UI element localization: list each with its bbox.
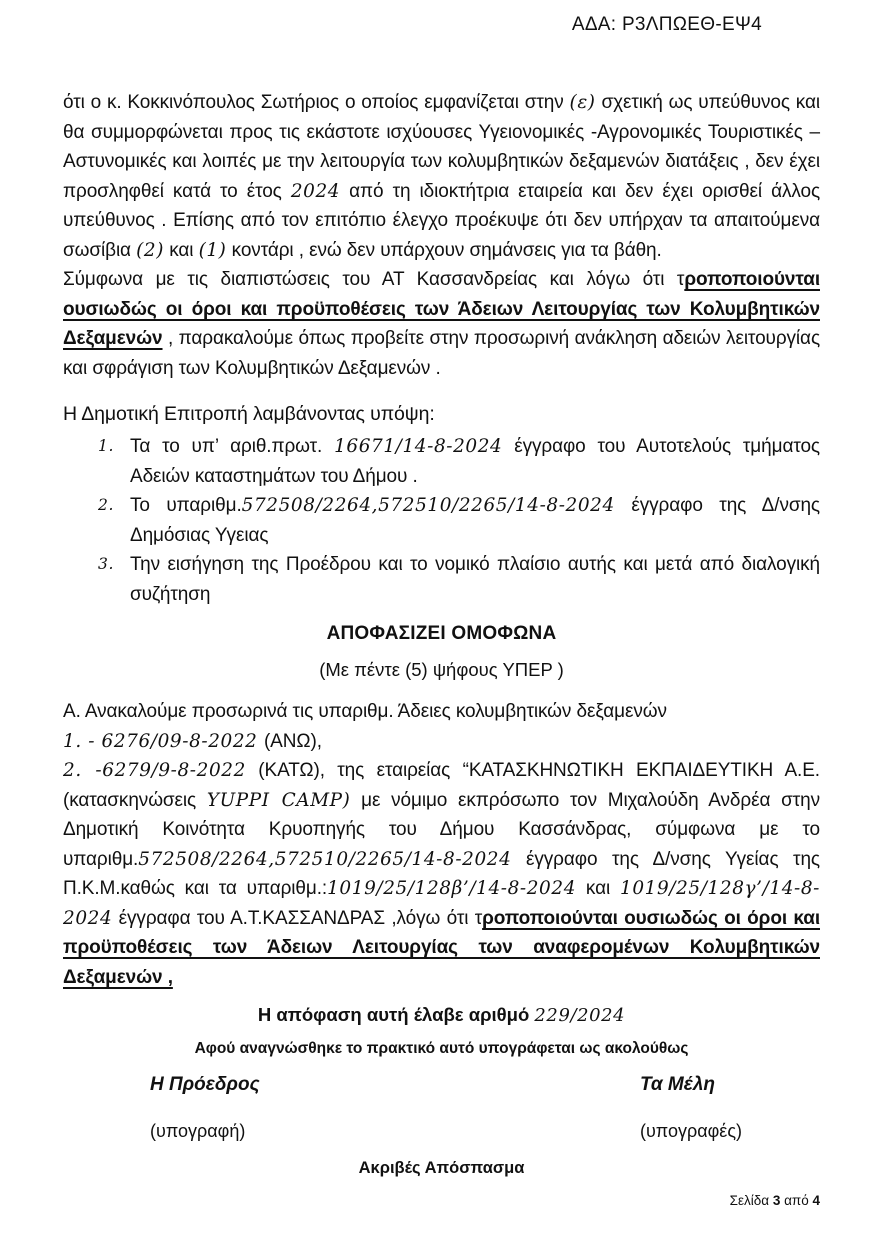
members-signature: (υπογραφές) bbox=[639, 1121, 742, 1141]
paragraph-findings bbox=[63, 88, 820, 265]
text-run: Το υπαριθμ. bbox=[130, 495, 242, 516]
president-title: Η Πρόεδρος bbox=[150, 1074, 260, 1095]
text-run: και bbox=[576, 878, 621, 899]
text-run: Τα το υπ’ αριθ.πρωτ. bbox=[130, 436, 335, 457]
members-signature-block bbox=[640, 1074, 742, 1142]
votes-line: (Με πέντε (5) ψήφους ΥΠΕΡ ) bbox=[319, 659, 564, 680]
text-run: 3 bbox=[772, 1193, 781, 1208]
page-number bbox=[730, 1193, 820, 1208]
decision-number-line bbox=[63, 1004, 820, 1026]
text-run: Σελίδα bbox=[729, 1193, 773, 1208]
list-item-text bbox=[130, 432, 820, 491]
revoke-intro: Α. Ανακαλούμε προσωρινά τις υπαριθμ. Άδειες κολυμβητικών δεξαμενών bbox=[63, 701, 667, 722]
list-item bbox=[63, 432, 820, 491]
text-run: 1. - 6276/09-8-2022 bbox=[63, 730, 264, 752]
text-run: 2. -6279/9-8-2022 bbox=[63, 760, 246, 781]
text-run: (ε) bbox=[569, 92, 596, 113]
text-run: YUPPI CAMP) bbox=[206, 789, 351, 811]
closing-line: Ακριβές Απόσπασμα bbox=[358, 1159, 525, 1177]
considering-list bbox=[63, 432, 820, 609]
text-run: 229/2024 bbox=[534, 1005, 626, 1026]
text-run: έγγραφα του Α.Τ.ΚΑΣΣΑΝΔΡΑΣ ,λόγω ότι τ bbox=[112, 907, 483, 929]
president-signature-block bbox=[150, 1074, 260, 1142]
list-item-number: 3. bbox=[98, 555, 115, 573]
text-run: σχετική ως υπεύθυνος και θα συμμορφώνεται προς τις εκάστοτε ισχύουσες Υγειονομικές -Αγρονομικές Τουριστικές – Αστυνομικές και λοιπές με την λειτουργία των κολυμβητικών δεξαμενών διατάξεις , δεν έχει προσληφθεί κατά το έτος bbox=[63, 92, 820, 202]
members-title: Τα Μέλη bbox=[639, 1074, 716, 1095]
revoke-item-2 bbox=[63, 756, 820, 992]
text-run: 1019/25/128γ’/14-8-2024 bbox=[63, 878, 820, 929]
text-run: Την εισήγηση της Προέδρου και το νομικό πλαίσιο αυτής και μετά από διαλογική συζήτηση bbox=[130, 554, 820, 605]
considering-heading: Η Δημοτική Επιτροπή λαμβάνοντας υπόψη: bbox=[63, 403, 435, 425]
text-run: έγγραφο της Δ/νσης Υγείας της Π.Κ.Μ.καθώς και τα υπαριθμ.: bbox=[63, 848, 820, 899]
text-run: ροποποιούνται ουσιωδώς οι όροι και προϋποθέσεις των Άδειων Λειτουργίας των Κολυμβητικών Δεξαμενών bbox=[63, 269, 820, 349]
decision-heading: ΑΠΟΦΑΣΙΖΕΙ ΟΜΟΦΩΝΑ bbox=[326, 623, 557, 644]
text-run: Η απόφαση αυτή έλαβε αριθμό bbox=[257, 1004, 535, 1025]
text-run: από bbox=[780, 1193, 813, 1208]
list-item-text bbox=[130, 491, 820, 550]
list-item-number: 2. bbox=[98, 496, 115, 514]
list-item-text bbox=[130, 550, 820, 609]
revoke-item-1 bbox=[63, 727, 820, 757]
paragraph-recommendation bbox=[63, 265, 820, 383]
text-run: (ΚΑΤΩ), της εταιρείας “ΚΑΤΑΣΚΗΝΩΤΙΚΗ ΕΚΠΑΙΔΕΥΤΙΚΗ Α.Ε.(κατασκηνώσεις bbox=[63, 760, 820, 811]
signature-row bbox=[63, 1074, 820, 1142]
text-run: 16671/14-8-2024 bbox=[334, 436, 503, 457]
text-run: 2024 bbox=[290, 180, 341, 202]
text-run: (2) bbox=[136, 239, 165, 261]
text-run: (ΑΝΩ), bbox=[263, 730, 322, 752]
list-item bbox=[63, 491, 820, 550]
ada-code: ΑΔΑ: Ρ3ΛΠΩΕΘ-ΕΨ4 bbox=[571, 14, 762, 35]
text-run: 572508/2264,572510/2265/14-8-2024 bbox=[241, 495, 615, 516]
text-run: έγγραφο του Αυτοτελούς τμήματος Αδειών καταστημάτων του Δήμου . bbox=[130, 436, 820, 487]
read-aloud-line: Αφού αναγνώσθηκε το πρακτικό αυτό υπογράφεται ως ακολούθως bbox=[194, 1040, 689, 1057]
text-run: κοντάρι , ενώ δεν υπάρχουν σημάνσεις για τα βάθη. bbox=[226, 239, 662, 261]
text-run: ροποποιούνται ουσιωδώς οι όροι και προϋποθέσεις των Άδειων Λειτουργίας των αναφερομένων Κολυμβητικών Δεξαμενών , bbox=[63, 907, 820, 988]
list-item bbox=[63, 550, 820, 609]
text-run: 572508/2264,572510/2265/14-8-2024 bbox=[138, 848, 512, 870]
list-item-number: 1. bbox=[98, 437, 115, 455]
text-run: , παρακαλούμε όπως προβείτε στην προσωρινή ανάκληση αδειών λειτουργίας και σφράγιση των Κολυμβητικών Δεξαμενών . bbox=[63, 328, 820, 379]
text-run: (1) bbox=[198, 239, 227, 261]
text-run: και bbox=[164, 239, 199, 261]
text-run: 1019/25/128β’/14-8-2024 bbox=[327, 878, 577, 899]
text-run: έγγραφο της Δ/νσης Δημόσιας Υγειας bbox=[130, 495, 820, 546]
president-signature: (υπογραφή) bbox=[150, 1121, 246, 1141]
text-run: ότι ο κ. Κοκκινόπουλος Σωτήριος ο οποίος εμφανίζεται στην bbox=[63, 92, 570, 113]
text-run: 4 bbox=[812, 1193, 820, 1208]
text-run: με νόμιμο εκπρόσωπο τον Μιχαλούδη Ανδρέα στην Δημοτική Κοινότητα Κρυοπηγής του Δήμου Κασσάνδρας, σύμφωνα με το υπαριθμ. bbox=[63, 789, 820, 870]
text-run: Σύμφωνα με τις διαπιστώσεις του ΑΤ Κασσανδρείας και λόγω ότι τ bbox=[63, 269, 685, 290]
text-run: από τη ιδιοκτήτρια εταιρεία και δεν έχει ορισθεί άλλος υπεύθυνος . Επίσης από τον επιτόπιο έλεγχο προέκυψε ότι δεν υπήρχαν τα απαιτούμενα σωσίβια bbox=[63, 180, 820, 261]
